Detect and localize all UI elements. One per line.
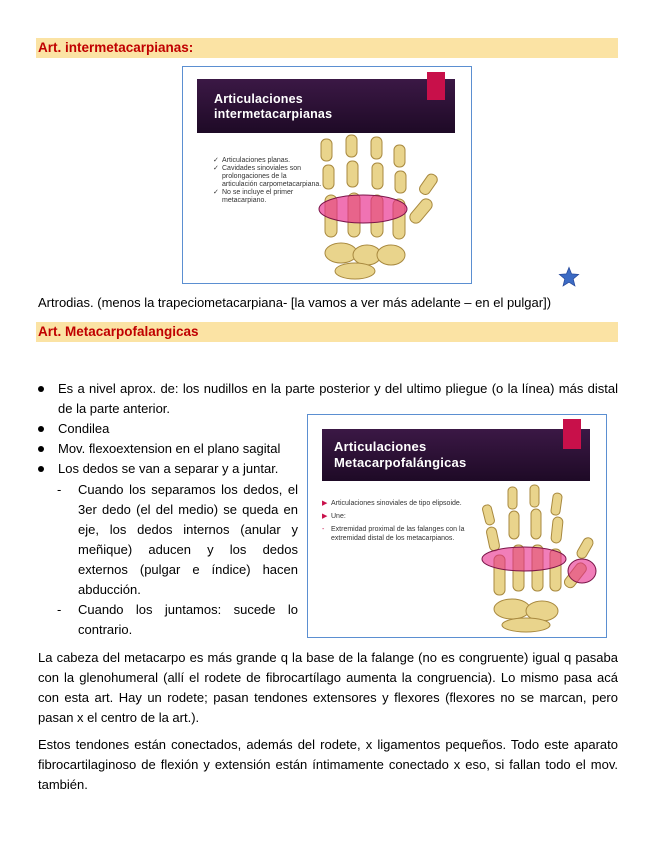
slide-bullet-list — [213, 157, 323, 205]
slide-bullet-text: Articulaciones planas. — [222, 157, 291, 164]
slide-intermetacarpianas — [182, 66, 472, 284]
slide-metacarpofalangicas — [307, 414, 607, 638]
list-item-text: Mov. flexoextension en el plano sagital — [58, 441, 281, 456]
sub-list-item — [57, 480, 298, 600]
paragraph-tendones: Estos tendones están conectados, además del rodete, x ligamentos pequeños. Todo este aparato fibrocartilaginoso de flexión y extensión están íntimamente conectado x eso, si fallan todo el mov. también. — [38, 737, 618, 792]
list-item — [36, 439, 306, 459]
bullet-dot — [38, 446, 44, 452]
paragraph-cabeza-metacarpo: La cabeza del metacarpo es más grande q la base de la falange (no es congruente) igual q pasaba con la glenohumeral (allí el rodete de fibrocartílago aumenta la congruencia). Lo mismo pasa acá con esta art. Hay un rodete; pasan tendones extensores y flexores (flexores no se marcan, pero pasan x el centro de la art.). — [38, 650, 618, 725]
check-icon: ✓ — [213, 157, 219, 164]
slide-title-line2: intermetacarpianas — [214, 107, 333, 121]
list-item-text: Condilea — [58, 421, 110, 436]
slide-bullet — [322, 499, 492, 508]
hand-bones-icon — [311, 133, 459, 281]
slide-title-banner — [197, 79, 455, 133]
slide-bullet — [213, 165, 323, 189]
list-item — [36, 419, 306, 439]
slide-bullet — [322, 512, 492, 521]
hand-bones-icon — [476, 483, 604, 633]
list-item — [36, 379, 618, 419]
section-heading-metacarpofalangicas: Art. Metacarpofalangicas — [36, 322, 618, 342]
list-item — [36, 459, 306, 479]
slide-accent-box — [563, 419, 581, 449]
arrow-right-icon: ▶ — [322, 513, 328, 520]
sub-bullet-list — [57, 480, 298, 640]
list-item-text: Los dedos se van a separar y a juntar. — [58, 461, 279, 476]
slide-bullet-list — [322, 499, 492, 543]
star-icon — [558, 266, 580, 288]
slide-bullet-text: Extremidad proximal de las falanges con la extremidad distal de los metacarpianos. — [331, 526, 465, 542]
slide-bullet-text: No se incluye el primer metacarpiano. — [222, 189, 294, 204]
dash-marker: - — [322, 526, 325, 533]
slide-bullet — [322, 525, 492, 543]
slide-title-line1: Articulaciones — [334, 439, 427, 454]
sub-list-item — [57, 600, 298, 640]
bullet-dot — [38, 386, 44, 392]
slide-title-line2: Metacarpofalángicas — [334, 455, 467, 470]
dash-marker: - — [57, 482, 62, 497]
caption-artrodias: Artrodias. (menos la trapeciometacarpiana- [la vamos a ver más adelante – en el pulgar]) — [38, 295, 552, 310]
slide-accent-box — [427, 72, 445, 100]
bullet-dot — [38, 466, 44, 472]
list-item-text: Es a nivel aprox. de: los nudillos en la parte posterior y del ultimo pliegue (o la línea) más distal de la parte anterior. — [58, 381, 618, 416]
section-heading-intermetacarpianas: Art. intermetacarpianas: — [36, 38, 618, 58]
slide-title-line1: Articulaciones — [214, 92, 303, 106]
sub-list-item-text: Cuando los juntamos: sucede lo contrario. — [78, 602, 298, 637]
slide-bullet-text: Cavidades sinoviales son prolongaciones de la articulación carpometacarpiana. — [222, 165, 322, 188]
check-icon: ✓ — [213, 165, 219, 172]
slide-bullet-text: Une: — [331, 513, 346, 520]
slide-bullet — [213, 189, 323, 205]
arrow-right-icon: ▶ — [322, 500, 328, 507]
bullet-list-full — [36, 379, 618, 419]
slide-bullet — [213, 157, 323, 165]
check-icon: ✓ — [213, 189, 219, 196]
sub-list-item-text: Cuando los separamos los dedos, el 3er dedo (el del medio) se queda en eje, los dedos internos (anular y meñique) aducen y los dedos externos (pulgar e índice) hacen abducción. — [78, 482, 298, 597]
bullet-dot — [38, 426, 44, 432]
dash-marker: - — [57, 602, 62, 617]
bullet-list-left — [36, 419, 306, 479]
slide-bullet-text: Articulaciones sinoviales de tipo elipsoide. — [331, 500, 462, 507]
slide-title-banner — [322, 429, 590, 481]
